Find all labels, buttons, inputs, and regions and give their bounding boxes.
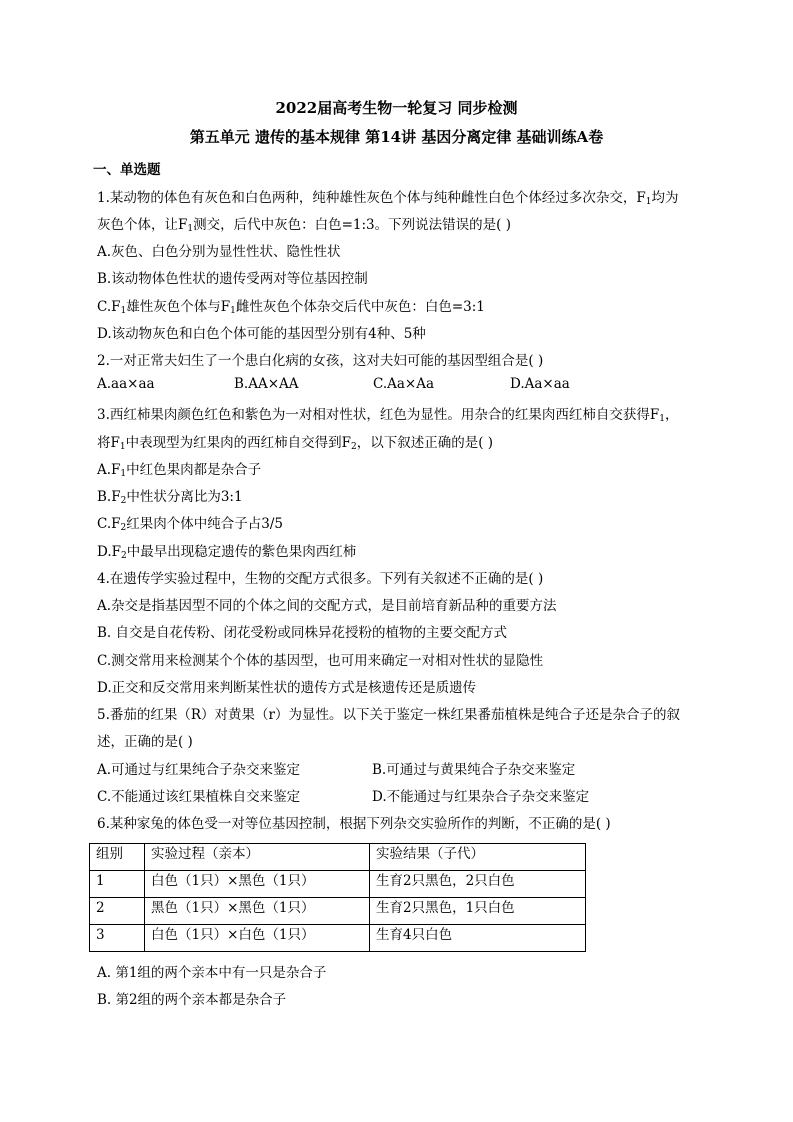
- q3-stem-line1: 3.西红柿果肉颜色红色和紫色为一对相对性状，红色为显性。用杂合的红果肉西红柿自交获得$F_1$，: [97, 407, 679, 424]
- q1-option-a: A.灰色、白色分别为显性性状、隐性性状: [97, 244, 341, 260]
- q4-option-a: A.杂交是指基因型不同的个体之间的交配方式，是目前培育新品种的重要方法: [97, 598, 557, 614]
- table-row: [90, 898, 586, 925]
- q5-option-b: B.可通过与黄果纯合子杂交来鉴定: [372, 762, 576, 778]
- q4-stem: 4.在遗传学实验过程中，生物的交配方式很多。下列有关叙述不正确的是( ): [97, 571, 544, 587]
- q2-option-c: C.Aa×Aa: [373, 376, 435, 392]
- table-row: [90, 925, 586, 952]
- q3-option-c: $C.F_2$红果肉个体中纯合子占3/5: [97, 516, 283, 533]
- table-row: [90, 871, 586, 898]
- q2-stem: 2.一对正常夫妇生了一个患白化病的女孩，这对夫妇可能的基因型组合是( ): [97, 353, 544, 369]
- q1-option-b: B.该动物体色性状的遗传受两对等位基因控制: [97, 271, 368, 287]
- q6-option-a: A. 第1组的两个亲本中有一只是杂合子: [97, 965, 327, 981]
- table-header-cell: 实验结果（子代）: [370, 844, 586, 871]
- table-cell: 生育2只黑色，2只白色: [370, 871, 586, 898]
- q2-option-b: B.AA×AA: [234, 376, 299, 392]
- table-cell: 黑色（1只）×黑色（1只）: [145, 898, 370, 925]
- table-cell: 白色（1只）×黑色（1只）: [145, 871, 370, 898]
- q2-option-d: D.Aa×aa: [510, 376, 570, 392]
- q1-stem-line1: 1.某动物的体色有灰色和白色两种，纯种雄性灰色个体与纯种雌性白色个体经过多次杂交，$F_1$均为: [97, 190, 679, 207]
- document-subtitle: 第五单元 遗传的基本规律 第14讲 基因分离定律 基础训练A卷: [189, 128, 604, 146]
- q2-option-a: A.aa×aa: [97, 376, 155, 392]
- q6-table: [89, 843, 586, 952]
- q1-option-d: D.该动物灰色和白色个体可能的基因型分别有4种、5种: [97, 326, 426, 342]
- q5-stem-line1: 5.番茄的红果（R）对黄果（r）为显性。以下关于鉴定一株红果番茄植株是纯合子还是杂合子的叙: [97, 707, 680, 723]
- q3-option-a: $A.F_1$中红色果肉都是杂合子: [97, 462, 262, 479]
- q5-options-row2: [97, 785, 697, 805]
- table-cell: 生育4只白色: [370, 925, 586, 952]
- table-header-cell: 实验过程（亲本）: [145, 844, 370, 871]
- q6-option-b: B. 第2组的两个亲本都是杂合子: [97, 992, 287, 1008]
- table-cell: 1: [90, 871, 145, 898]
- q4-option-b: B. 自交是自花传粉、闭花受粉或同株异花授粉的植物的主要交配方式: [97, 625, 508, 641]
- table-header-cell: 组别: [90, 844, 145, 871]
- q4-option-c: C.测交常用来检测某个个体的基因型，也可用来确定一对相对性状的显隐性: [97, 653, 544, 669]
- q3-option-b: $B.F_2$中性状分离比为3:1: [97, 489, 243, 506]
- q5-option-d: D.不能通过与红果杂合子杂交来鉴定: [372, 789, 590, 805]
- q5-options-row1: [97, 758, 697, 778]
- q2-options: [97, 376, 697, 396]
- table-cell: 白色（1只）×白色（1只）: [145, 925, 370, 952]
- table-cell: 生育2只黑色，1只白色: [370, 898, 586, 925]
- document-title: 2022届高考生物一轮复习 同步检测: [275, 99, 518, 117]
- q5-option-c: C.不能通过该红果植株自交来鉴定: [97, 789, 301, 805]
- table-cell: 2: [90, 898, 145, 925]
- q1-option-c: $C.F_1$雄性灰色个体与$F_1$雌性灰色个体杂交后代中灰色：白色=3:1: [97, 299, 485, 316]
- q3-stem-line2: 将$F_1$中表现型为红果肉的西红柿自交得到$F_2$，以下叙述正确的是( ): [97, 435, 494, 452]
- table-header-row: [90, 844, 586, 871]
- section-heading: 一、单选题: [93, 162, 161, 178]
- q1-stem-line2: 灰色个体，让$F_1$测交，后代中灰色：白色=1:3。下列说法错误的是( ): [97, 217, 511, 234]
- q3-option-d: $D.F_2$中最早出现稳定遗传的紫色果肉西红柿: [97, 544, 357, 561]
- q5-stem-line2: 述，正确的是( ): [97, 734, 193, 750]
- q4-option-d: D.正交和反交常用来判断某性状的遗传方式是核遗传还是质遗传: [97, 680, 477, 696]
- table-cell: 3: [90, 925, 145, 952]
- q5-option-a: A.可通过与红果纯合子杂交来鉴定: [97, 762, 301, 778]
- q6-stem: 6.某种家兔的体色受一对等位基因控制，根据下列杂交实验所作的判断，不正确的是( ): [97, 816, 611, 832]
